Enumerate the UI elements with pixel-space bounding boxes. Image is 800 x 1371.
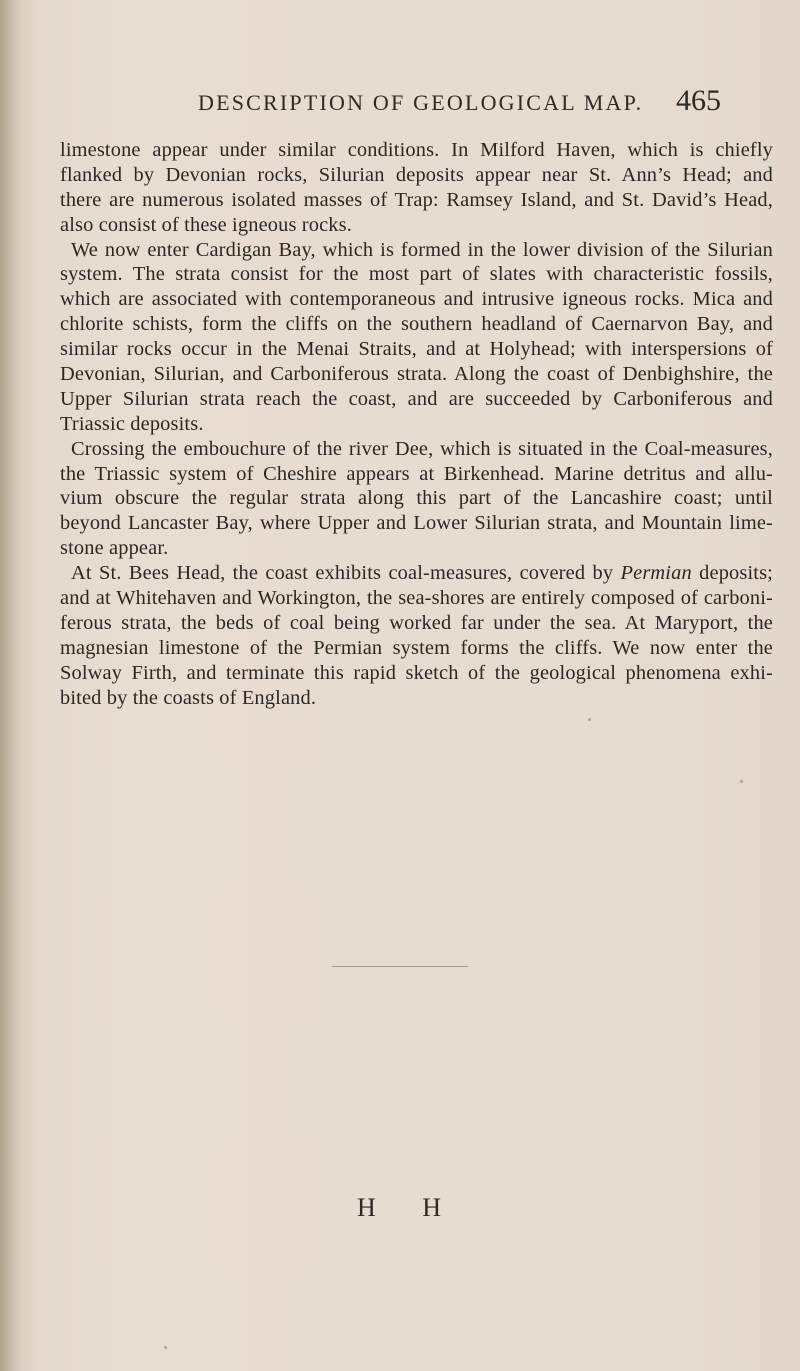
text-line: bited by the coasts of England. — [60, 686, 317, 709]
text-line: ferous strata, the beds of coal being worked far under the sea. At Maryport, the — [60, 611, 773, 634]
text-line: also consist of these igneous rocks. — [60, 213, 352, 236]
text-line-with-italic — [60, 561, 773, 586]
text-line: Crossing the embouchure of the river Dee, which is situated in the Coal-measures, — [71, 437, 773, 460]
text-line: beyond Lancaster Bay, where Upper and Lower Silurian strata, and Mountain lime- — [60, 512, 773, 535]
text-line: the Triassic system of Cheshire appears at Birkenhead. Marine detritus and allu- — [60, 462, 773, 485]
text-line: flanked by Devonian rocks, Silurian deposits appear near St. Ann’s Head; and — [60, 163, 773, 186]
text-line: limestone appear under similar conditions. In Milford Haven, which is chiefly — [60, 139, 773, 161]
text-line: Solway Firth, and terminate this rapid sketch of the geological phenomena exhi- — [60, 661, 773, 684]
running-head — [198, 84, 770, 124]
text-line: stone appear. — [60, 537, 169, 560]
text-line: system. The strata consist for the most part of slates with characteristic fossils, — [60, 263, 773, 286]
signature-mark: H H — [357, 1193, 462, 1222]
text-line: and at Whitehaven and Workington, the sea-shores are entirely composed of carboni- — [60, 587, 773, 610]
page-number: 465 — [676, 84, 721, 117]
page-gutter-shadow — [0, 0, 22, 1371]
text-run: deposits; — [691, 562, 773, 585]
running-title: DESCRIPTION OF GEOLOGICAL MAP. — [198, 90, 644, 115]
text-run: At St. Bees Head, the coast exhibits coal-measures, covered by — [71, 562, 621, 585]
text-line: Triassic deposits. — [60, 412, 204, 435]
text-line: We now enter Cardigan Bay, which is formed in the lower division of the Silurian — [71, 238, 773, 261]
text-line: similar rocks occur in the Menai Straits, and at Holyhead; with interspersions of — [60, 338, 773, 361]
text-line: there are numerous isolated masses of Trap: Ramsey Island, and St. David’s Head, — [60, 188, 773, 211]
text-line: chlorite schists, form the cliffs on the southern headland of Caernarvon Bay, and — [60, 313, 773, 336]
text-body — [60, 138, 773, 710]
text-line: which are associated with contemporaneous and intrusive igneous rocks. Mica and — [60, 288, 773, 311]
text-line: Devonian, Silurian, and Carboniferous strata. Along the coast of Denbighshire, the — [60, 363, 773, 386]
text-line: magnesian limestone of the Permian system forms the cliffs. We now enter the — [60, 636, 773, 659]
italic-term: Permian — [620, 562, 692, 585]
text-line: vium obscure the regular strata along this part of the Lancashire coast; until — [60, 487, 773, 510]
text-line: Upper Silurian strata reach the coast, and are succeeded by Carboniferous and — [60, 387, 773, 410]
section-divider — [332, 966, 468, 967]
paper-speck — [740, 780, 743, 783]
paper-speck — [164, 1346, 167, 1349]
paper-speck — [588, 718, 591, 721]
